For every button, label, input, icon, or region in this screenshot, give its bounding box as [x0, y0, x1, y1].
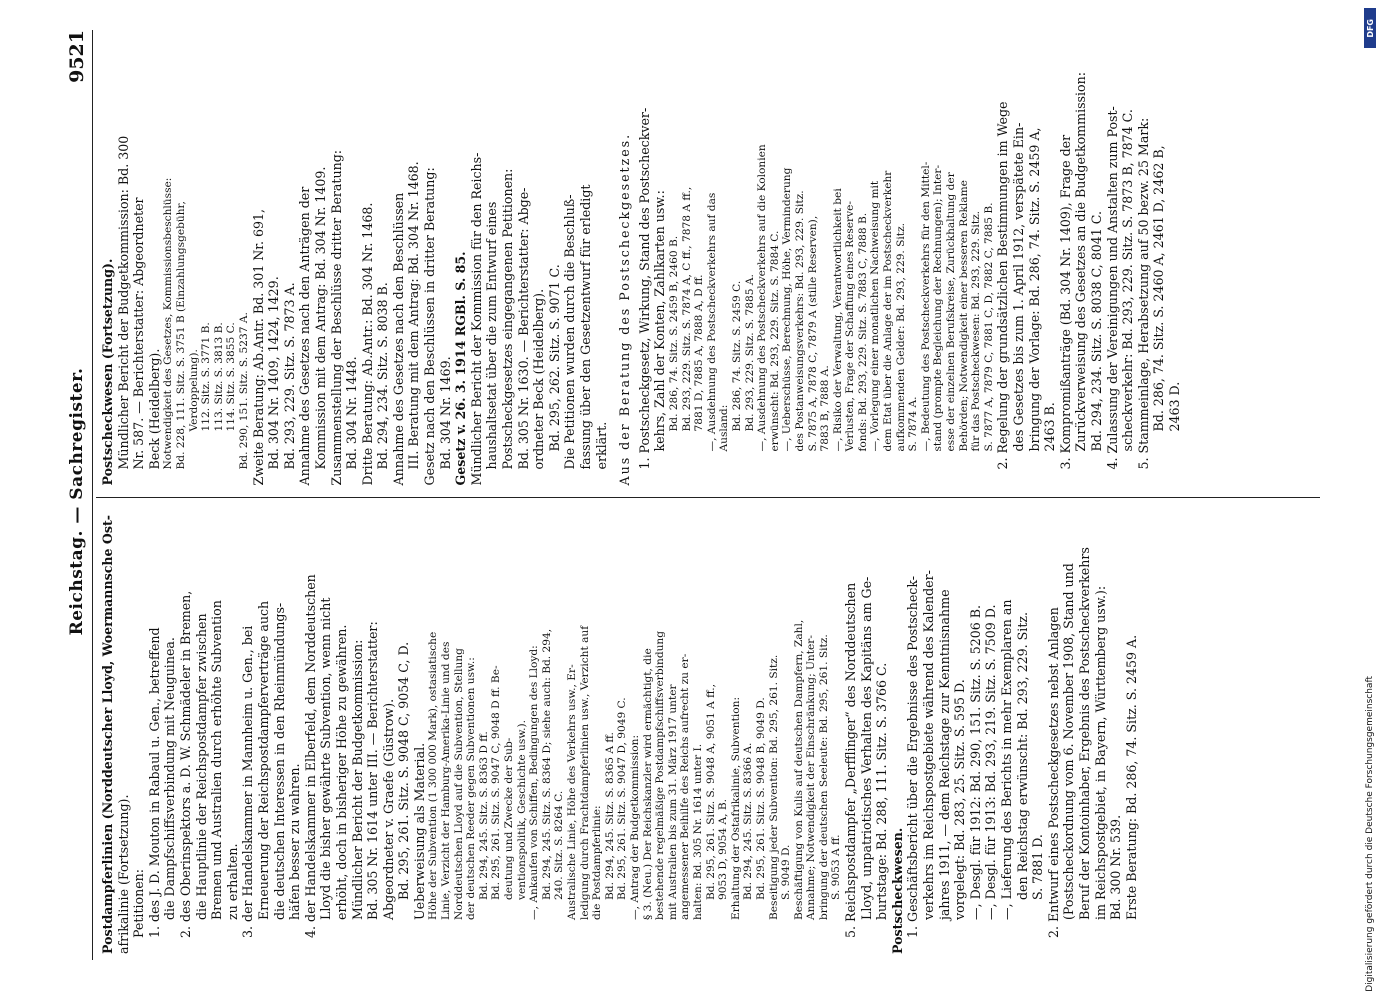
- entry-line: Bd. 295, 261. Sitz. S. 9048 B, 9049 D.: [754, 697, 767, 900]
- entry-line: vorgelegt: Bd. 283, 25. Sitz. S. 595 D.: [952, 679, 968, 920]
- entry-heading: Postdampferlinien (Norddeutscher Lloyd, Woermannsche Ost-: [100, 514, 115, 954]
- entry-line: Zweite Beratung: Ab.Antr. Bd. 301 Nr. 691,: [250, 209, 266, 486]
- entry-line: Erhaltung der Ostafrikalinie, Subvention:: [729, 696, 742, 920]
- entry-line: S. 7874 A.: [907, 396, 920, 452]
- entry-line: afrikalinie (Fortsetzung).: [115, 794, 131, 954]
- entry-line: Verdoppelung).: [187, 349, 200, 432]
- entry-line: Beschäftigung von Kulis auf deutschen Dampfern, Zahl,: [792, 619, 805, 920]
- entry-line: —, Vorlegung einer monatlichen Nachweisung mit: [869, 180, 882, 452]
- entry-line: jahres 1911, — dem Reichstage zur Kenntnisnahme: [936, 589, 952, 920]
- entry-line: Bd. 286, 74. Sitz. S. 2459 C.: [730, 280, 743, 432]
- entry-line: Verlusten, Frage der Schaffung eines Reserve-: [844, 201, 857, 452]
- entry-line: mit Australien bis zum 31. März 1917 unter: [666, 684, 679, 920]
- entry-line: die Hauptlinie der Reichspostdampfer zwischen: [193, 613, 209, 920]
- entry-line: verkehrs im Reichspostgebiete während des Kalender-: [921, 570, 937, 920]
- entry-line: Bd. 293, 229. Sitz. S. 7874 A, C ff., 7878 A ff.,: [680, 186, 693, 432]
- entry-line: Bd. 286, 74. Sitz. S. 2460 A, 2461 D, 2462 B,: [1151, 145, 1167, 432]
- entry-line: III. Beratung mit dem Antrag: Bd. 304 Nr. 1468.: [406, 161, 422, 470]
- entry-line: scheckverkehr: Bd. 293, 229. Sitz. S. 7873 B, 7874 C.: [1120, 109, 1136, 452]
- entry-line: Postscheckgesetzes eingegangenen Petitionen:: [500, 168, 516, 470]
- entry-line: S. 9049 D.: [780, 844, 793, 900]
- entry-line: des Postanweisungsverkehrs: Bd. 293, 229. Sitz.: [793, 190, 806, 452]
- entry-line: 4. der Handelskammer in Elberfeld, dem Norddeutschen: [302, 574, 318, 938]
- entry-line: ventionspolitik, Geschichte usw.).: [515, 720, 528, 900]
- entry-line: —, Ausdehnung des Postscheckverkehrs auf die Kolonien: [756, 144, 769, 452]
- entry-line: 2. Regelung der grundsätzlichen Bestimmungen im Wege: [995, 101, 1011, 470]
- entry-line: Bd. 228, 111. Sitz. S. 3751 B (Einzahlungsgebühr,: [174, 201, 187, 470]
- entry-line: S. 7875 A, 7878 C, 7879 A (stille Reserven),: [806, 215, 819, 452]
- entry-line: Linie, Verzicht der Hamburg-Amerika-Linie und des: [440, 641, 453, 920]
- entry-line: Bd. 294, 245. Sitz. S. 8363 D ff.: [477, 731, 490, 900]
- entry-line: Bd. 290, 151. Sitz. S. 5237 A.: [237, 312, 250, 470]
- entry-line: Bd. 294, 245. Sitz. S. 8366 A.: [742, 742, 755, 900]
- entry-line: S. 9053 A ff.: [830, 834, 843, 900]
- entry-line: die Postdampferlinie:: [591, 805, 604, 920]
- entry-line: S. 7877 A, 7879 C, 7881 C, D, 7882 C, 7885 B.: [982, 202, 995, 452]
- entry-line: Australische Linie, Höhe des Verkehrs usw., Er-: [566, 664, 578, 920]
- entry-line: Annahme; Notwendigkeit der Einschränkung; Unter-: [805, 635, 818, 920]
- page-number: 9521: [66, 30, 88, 83]
- entry-line: die Dampfschiffsverbindung mit Neuguinea.: [162, 637, 178, 920]
- entry-line: Bd. 295, 261. Sitz. S. 9047 C, 9048 D ff. Be-: [490, 665, 503, 900]
- entry-line: Bd. 286, 74. Sitz. S. 2459 B, 2460 B.: [667, 235, 680, 432]
- entry-line: dem Etat über die Anlage der im Postscheckverkehr: [882, 170, 895, 452]
- running-head: Reichstag. — Sachregister.: [67, 367, 87, 636]
- entry-line: Bd. 304 Nr. 1469.: [437, 356, 453, 470]
- entry-line: Bd. 304 Nr. 1409, 1424, 1429.: [266, 276, 282, 470]
- entry-line: Behörden; Notwendigkeit einer besseren Reklame: [957, 180, 970, 452]
- entry-line: Annahme des Gesetzes nach den Anträgen der: [297, 186, 313, 486]
- entry-line: die deutschen Interessen in den Rheinmündungs-: [271, 602, 287, 920]
- entry-line: 7881 D, 7885 A, 7888 A, D ff.: [693, 274, 706, 432]
- entry-line: Ueberweisung als Material.: [411, 742, 427, 920]
- entry-line: des Gesetzes bis zum 1. April 1912, verspätete Ein-: [1011, 122, 1026, 452]
- entry-line: Bd. 294, 245. Sitz. S. 8365 A ff.: [603, 732, 616, 900]
- entry-line: Dritte Beratung: Ab.Antr.: Bd. 304 Nr. 1468.: [359, 202, 375, 486]
- entry-line: 1. Geschäftsbericht über die Ergebnisse des Postscheck-: [905, 576, 921, 938]
- entry-line: deutung und Zwecke der Sub-: [503, 737, 516, 900]
- entry-line: Erste Beratung: Bd. 286, 74. Sitz. S. 2459 A.: [1123, 634, 1139, 920]
- page-header: [62, 30, 93, 960]
- entry-line: 2463 B.: [1042, 402, 1058, 452]
- entry-line: Notwendigkeit des Gesetzes, Kommissionsbeschlüsse:: [162, 177, 175, 470]
- entry-line: Erneuerung der Reichspostdampferverträge auch: [255, 600, 271, 920]
- entry-line: Beruf der Kontoinhaber, Ergebnis des Postscheckverkehrs: [1076, 547, 1092, 920]
- entry-line: erklärt.: [593, 421, 609, 470]
- entry-line: Abgeordneter v. Graefe (Güstrow).: [380, 698, 396, 920]
- register-columns: [96, 30, 1320, 960]
- entry-line: Bd. 305 Nr. 1630. — Berichterstatter: Abge-: [515, 187, 531, 470]
- entry-line: 2. des Oberinspektors a. D. W. Schmädeler in Bremen,: [177, 590, 193, 938]
- entry-line: fonds: Bd. 293, 229. Sitz. S. 7883 C, 7888 B.: [856, 212, 869, 452]
- digitization-credit: Digitalisierung gefördert durch die Deutsche Forschungsgemeinschaft: [1365, 676, 1375, 992]
- entry-line: Zusammenstellung der Beschlüsse dritter Beratung:: [328, 149, 344, 486]
- entry-line: erhöht, doch in bisheriger Höhe zu gewähren.: [333, 624, 349, 920]
- entry-line: im Reichspostgebiet, in Bayern, Württemberg usw.):: [1092, 585, 1108, 920]
- entry-line: den Reichstag erwünscht: Bd. 293, 229. Sitz.: [1014, 611, 1030, 900]
- entry-line: Bd. 295, 262. Sitz. S. 9071 C.: [546, 264, 562, 452]
- entry-line: Bd. 300 Nr. 539.: [1108, 814, 1124, 920]
- entry-line: bringung der deutschen Seeleute: Bd. 295, 261. Sitz.: [817, 634, 830, 920]
- digitization-note: [1363, 8, 1377, 992]
- entry-line: 3. der Handelskammer in Mannheim u. Gen., bei: [240, 625, 256, 938]
- entry-line: Bd. 294, 234. Sitz. S. 8038 C, 8041 C.: [1088, 211, 1104, 452]
- entry-line: Bd. 295, 261. Sitz. S. 9048 C, 9054 C, D.: [396, 641, 412, 900]
- entry-line: (Postscheckordnung vom 6. November 1908, Stand und: [1061, 563, 1077, 920]
- entry-line: 5. Stammeinlage, Herabsetzung auf 50 bezw. 25 Mark:: [1135, 117, 1151, 470]
- entry-line: Höhe der Subvention (1 300 000 Mark), ostasiatische: [427, 631, 440, 920]
- entry-line: Bd. 295, 261. Sitz. S. 9047 D, 9049 C.: [616, 697, 629, 900]
- entry-line: 1. des J. D. Mouton in Rabaul u. Gen., betreffend: [146, 627, 162, 938]
- entry-line: 3. Kompromißanträge (Bd. 304 Nr. 1409), Frage der: [1057, 134, 1073, 470]
- entry-line: aufkommenden Gelder: Bd. 293, 229. Sitz.: [894, 222, 907, 452]
- entry-line: 5. Reichspostdampfer „Derfflinger“ des Norddeutschen: [843, 582, 859, 938]
- right-column: [96, 30, 1320, 499]
- entry-line: haushaltsetat über die zum Entwurf eines: [484, 201, 500, 470]
- entry-line: —, Risiko der Verwaltung, Verantwortlichkeit bei: [831, 188, 844, 452]
- entry-line: Bremen und Australien durch erhöhte Subvention: [209, 600, 225, 920]
- entry-line: Zurückverweisung des Gesetzes an die Budgetkommission:: [1073, 72, 1089, 452]
- entry-line: stand (prompte Begleichung der Rechnungen); Inter-: [932, 164, 945, 452]
- entry-line: —, Ueberschüsse, Berechnung, Höhe, Verminderung: [781, 167, 794, 452]
- entry-line: burtstage: Bd. 288, 111. Sitz. S. 3766 C.: [874, 662, 890, 920]
- entry-line: häfen besser zu wahren.: [287, 763, 303, 920]
- entry-line: Mündlicher Bericht der Budgetkommission: Bd. 300: [115, 135, 131, 470]
- entry-line: 114. Sitz. S. 3855 C.: [225, 322, 238, 432]
- entry-line: 1. Postscheckgesetz, Wirkung, Stand des Postscheckver-: [636, 107, 652, 470]
- entry-line: 9053 D, 9054 A, B.: [717, 798, 730, 900]
- entry-line: ledigung durch Frachtdampferlinien usw., Verzicht auf: [578, 625, 591, 920]
- entry-line: 240. Sitz. S. 8264 C.: [553, 790, 566, 900]
- entry-line: bestehende regelmäßige Postdampfschiffsverbindung: [654, 630, 667, 920]
- entry-line: Gesetz nach den Beschlüssen in dritter Beratung:: [422, 167, 438, 486]
- entry-line: Annahme des Gesetzes nach den Beschlüssen: [390, 192, 406, 486]
- entry-heading: Gesetz v. 26. 3. 1914 RGBl. S. 85.: [453, 251, 469, 486]
- entry-line: 2. Entwurf eines Postscheckgesetzes nebst Anlagen: [1045, 607, 1061, 938]
- entry-line: fassung über den Gesetzentwurf für erledigt: [578, 184, 593, 470]
- entry-line: Die Petitionen wurden durch die Beschluß-: [562, 194, 578, 470]
- entry-line: —, Ankaufen von Schiffen, Bedingungen des Lloyd:: [528, 645, 541, 920]
- entry-line: Norddeutschen Lloyd auf die Subvention, Stellung: [452, 648, 465, 920]
- entry-line: S. 7881 D.: [1030, 834, 1046, 900]
- entry-line: bringung der Vorlage: Bd. 286, 74. Sitz. S. 2459 A,: [1026, 127, 1042, 452]
- entry-line: 4. Zulassung der Vereinigungen und Anstalten zum Post-: [1104, 106, 1120, 470]
- entry-line: Ausland:: [718, 404, 731, 452]
- entry-heading: Postscheckwesen (Fortsetzung).: [100, 258, 115, 486]
- entry-line: kehrs, Zahl der Konten, Zahlkarten usw.:: [652, 190, 668, 452]
- entry-heading: Postscheckwesen.: [889, 827, 905, 954]
- entry-line: erwünscht: Bd. 293, 229. Sitz. S. 7884 C.: [768, 230, 781, 452]
- dfg-logo: DFG: [1364, 8, 1376, 48]
- entry-line: der deutschen Reeder gegen Subventionen usw.:: [465, 657, 478, 920]
- entry-line: Lloyd, unpatriotisches Verhalten des Kapitäns am Ge-: [858, 576, 874, 920]
- entry-line: Beck (Heidelberg).: [146, 348, 162, 470]
- entry-line: Bd. 293, 229. Sitz. S. 7885 A.: [743, 274, 756, 432]
- entry-line: Bd. 304 Nr. 1448.: [344, 356, 360, 470]
- entry-line: 113. Sitz. S. 3813 B.: [212, 322, 225, 432]
- entry-line: —, Bedeutung des Postscheckverkehrs für den Mittel-: [919, 161, 932, 452]
- entry-line: halten: Bd. 305 Nr. 1614 unter I.: [691, 743, 704, 920]
- entry-line: ordneter Beck (Heidelberg).: [531, 288, 547, 470]
- entry-line: —, Desgl. für 1912: Bd. 290, 151. Sitz. S. 5206 B.: [967, 604, 983, 920]
- entry-line: Bd. 305 Nr. 1614 unter III. — Berichterstatter:: [365, 621, 381, 920]
- entry-line: Bd. 294, 234. Sitz. S. 8038 B.: [375, 282, 391, 470]
- entry-line: Nr. 587. — Berichterstatter: Abgeordneter: [131, 197, 147, 470]
- entry-line: Mündlicher Bericht der Kommission für den Reichs-: [468, 152, 484, 486]
- left-column: [96, 499, 1320, 961]
- entry-line: § 3. (Neu.) Der Reichskanzler wird ermächtigt, die: [641, 648, 654, 920]
- entry-line: —, Desgl. für 1913: Bd. 293, 219. Sitz. S. 7509 D.: [983, 604, 999, 920]
- entry-line: —, Ausdehnung des Postscheckverkehrs auf das: [705, 192, 718, 452]
- entry-line: 112. Sitz. S. 3771 B.: [200, 322, 213, 432]
- entry-line: 2463 D.: [1166, 381, 1182, 432]
- entry-line: Aus der Beratung des Postscheckgesetzes.: [617, 132, 633, 486]
- entry-line: Petitionen:: [131, 868, 147, 938]
- entry-line: esse der einzelnen Berufskreise, Zurückhaltung der: [945, 172, 958, 452]
- entry-line: —, Antrag der Budgetkommission:: [628, 734, 641, 920]
- entry-line: Lloyd die bisher gewährte Subvention, wenn nicht: [318, 597, 334, 920]
- entry-line: Mündlicher Bericht der Budgetkommission:: [349, 639, 365, 920]
- entry-line: angemessener Beihilfe des Reichs aufrecht zu er-: [679, 653, 692, 920]
- entry-line: für das Postscheckwesen: Bd. 293, 229. Sitz.: [970, 210, 983, 452]
- entry-line: Bd. 293, 229. Sitz. S. 7873 A.: [281, 282, 297, 470]
- entry-line: Bd. 295, 261. Sitz. S. 9048 A, 9051 A ff.,: [704, 684, 717, 900]
- entry-line: —, Lieferung des Berichts in mehr Exemplaren an: [999, 599, 1014, 920]
- entry-line: Kommission mit dem Antrag: Bd. 304 Nr. 1409.: [312, 166, 328, 470]
- entry-line: zu erhalten.: [224, 843, 240, 920]
- entry-line: Bd. 294, 245. Sitz. S. 8364 D; siehe auch: Bd. 294,: [540, 628, 553, 900]
- entry-line: Beseitigung jeder Subvention: Bd. 295, 261. Sitz.: [767, 654, 780, 920]
- entry-line: 7883 B, 7888 A.: [819, 365, 832, 452]
